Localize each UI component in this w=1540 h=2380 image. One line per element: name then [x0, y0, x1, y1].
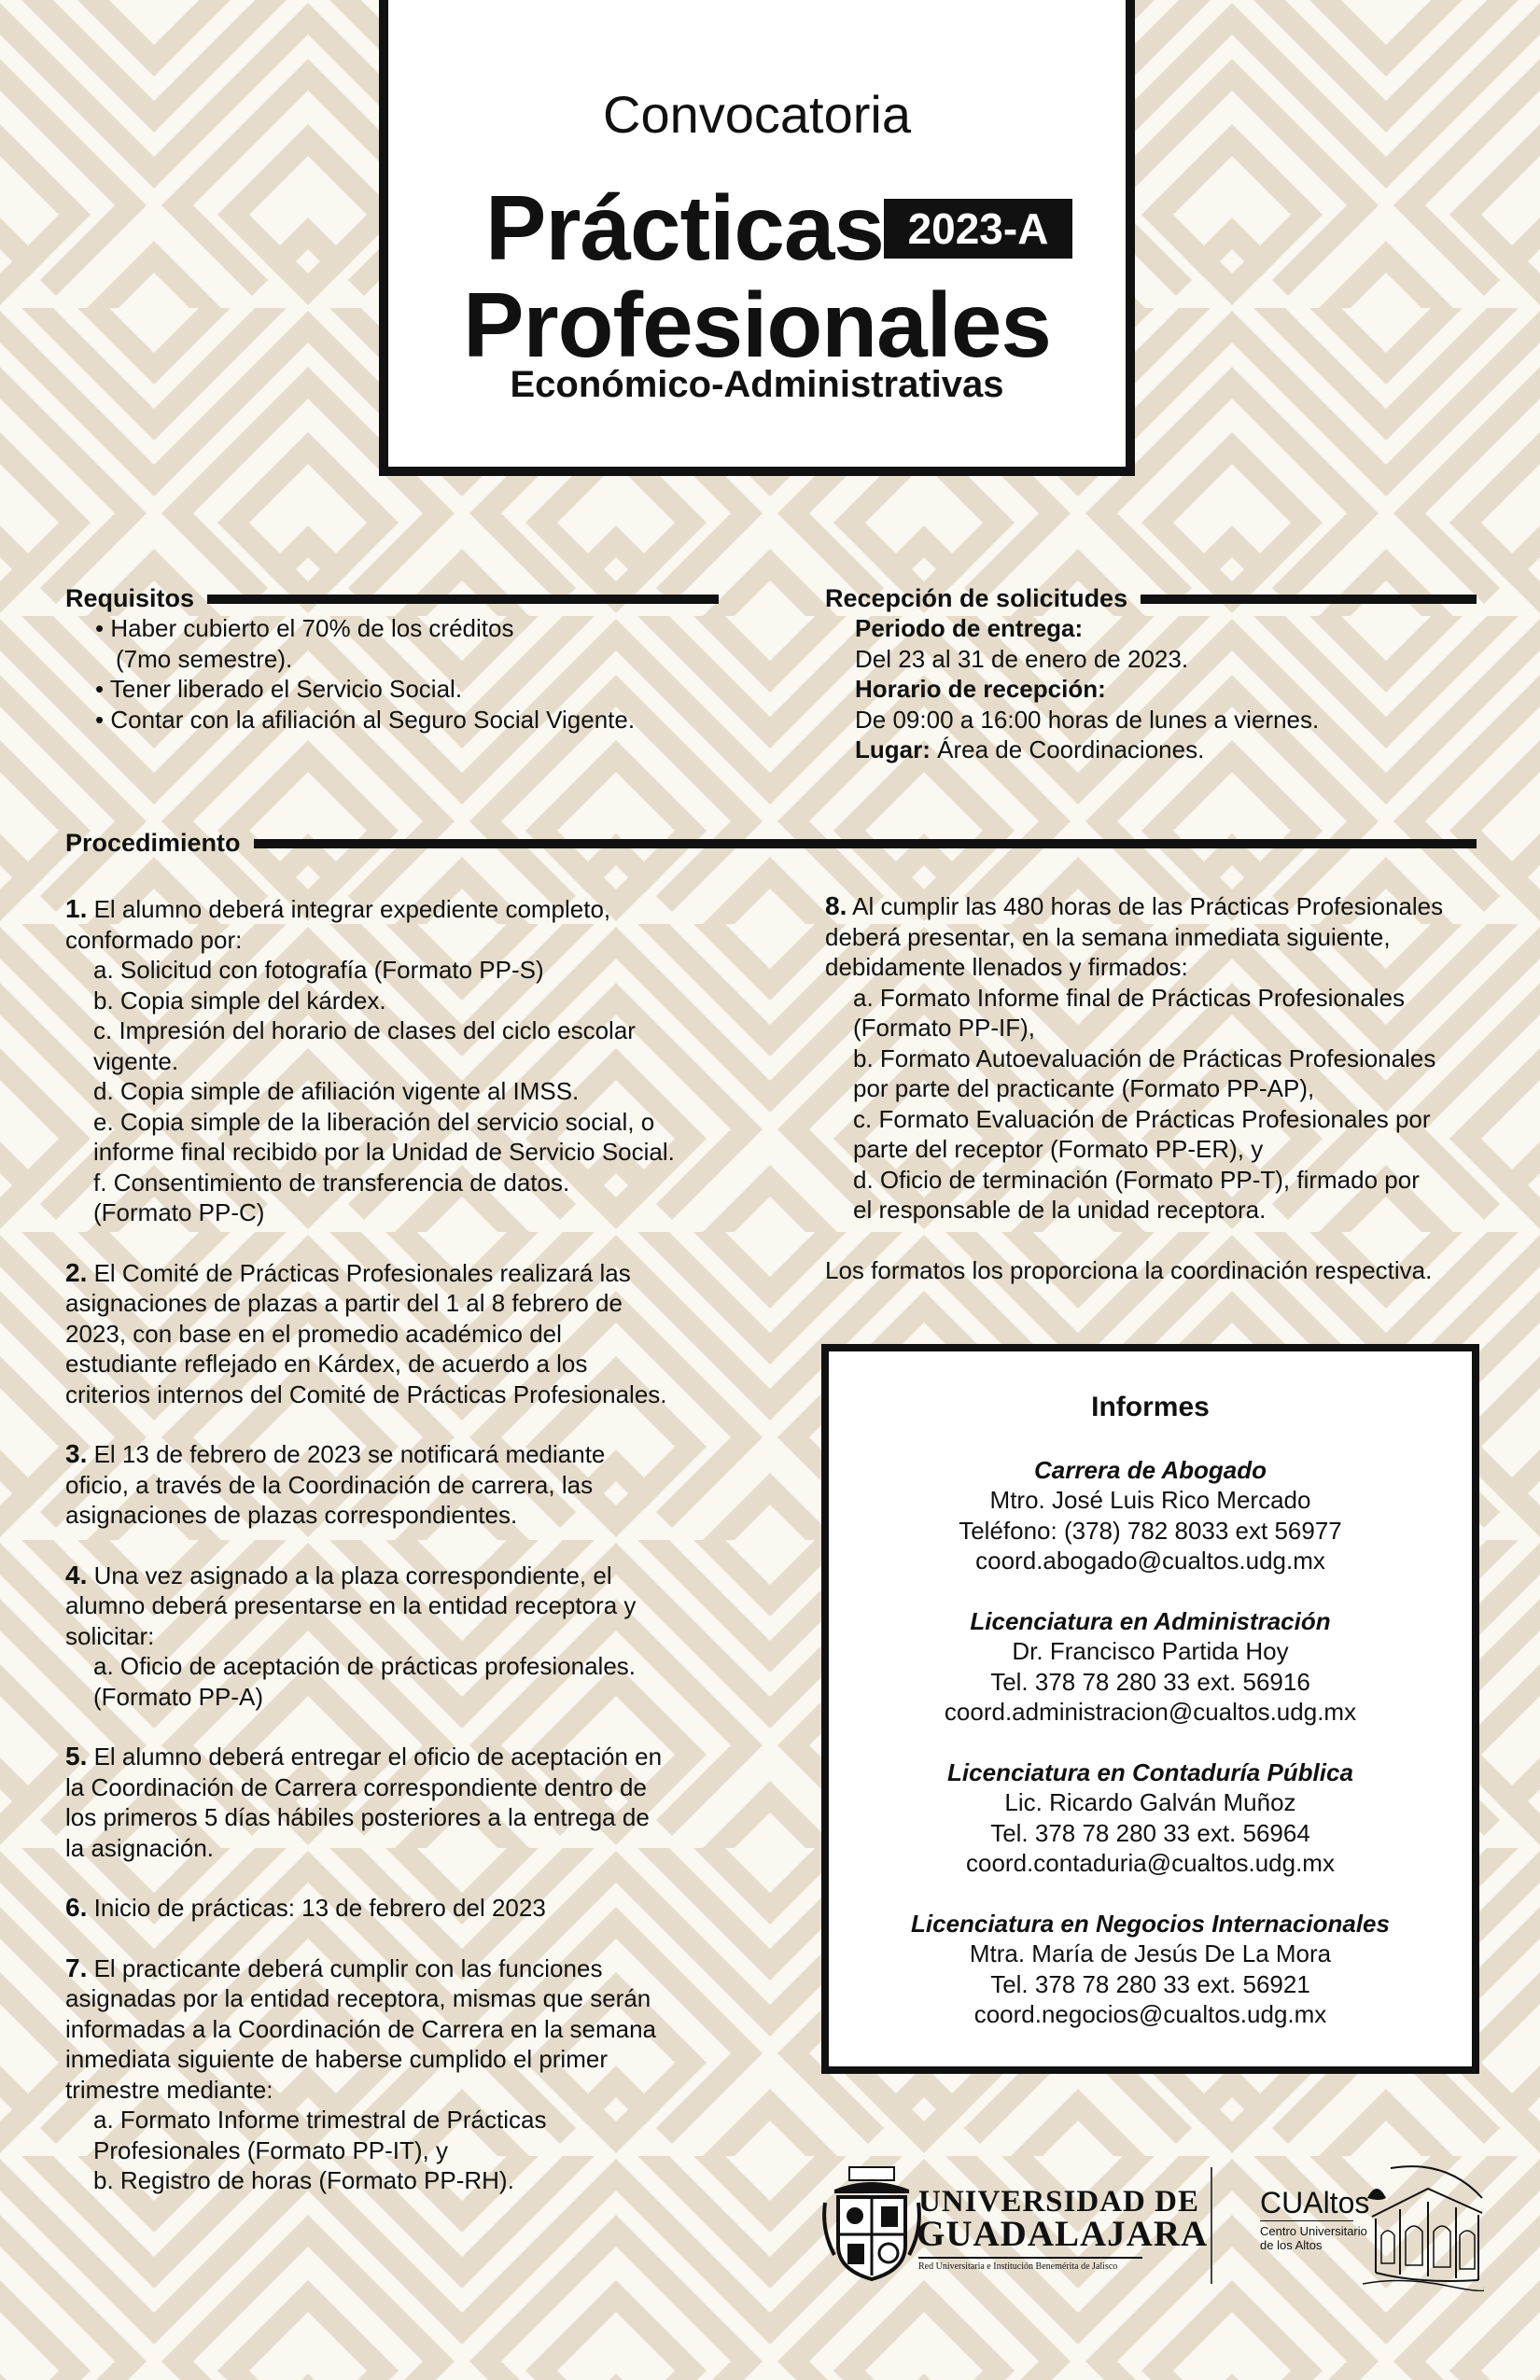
list-item: • Contar con la afiliación al Seguro Social Vigente.: [95, 705, 636, 734]
step-subitem: c. Formato Evaluación de Prácticas Profesionales por: [853, 1104, 1431, 1133]
contact-program: Licenciatura en Contaduría Pública: [947, 1757, 1353, 1786]
step-text: solicitar:: [65, 1621, 155, 1650]
periodo-value: Del 23 al 31 de enero de 2023.: [855, 644, 1189, 673]
step-text: Al cumplir las 480 horas de las Prácticas Profesionales: [852, 892, 1444, 920]
step-subitem: b. Registro de horas (Formato PP-RH).: [93, 2166, 514, 2194]
requisitos-heading-label: Requisitos: [65, 584, 195, 612]
step-6: [65, 1893, 756, 1924]
step-7: [65, 1953, 756, 2196]
lugar-label: Lugar:: [855, 735, 931, 763]
step-number: 3.: [65, 1439, 88, 1468]
kicker: Convocatoria: [603, 85, 911, 144]
requisitos-heading: [65, 584, 719, 613]
step-subitem: d. Oficio de terminación (Formato PP-T), firmado por: [853, 1165, 1420, 1194]
step-text: deberá presentar, en la semana inmediata siguiente,: [825, 922, 1391, 951]
step-text: trimestre mediante:: [65, 2075, 273, 2104]
logo-divider: [1211, 2167, 1212, 2284]
cualtos-rule: [1260, 2220, 1353, 2221]
contact-name: Lic. Ricardo Galván Muñoz: [1004, 1788, 1296, 1816]
udg-logo: [821, 2165, 1213, 2282]
contact-email[interactable]: coord.contaduria@cualtos.udg.mx: [966, 1849, 1335, 1877]
recepcion-details: [825, 613, 1477, 765]
step-5: [65, 1742, 756, 1863]
cualtos-name: CUAltos: [1260, 2186, 1370, 2219]
step-text: El practicante deberá cumplir con las funciones: [93, 1953, 603, 1982]
udg-seal-icon: [821, 2165, 922, 2282]
contact-program: Licenciatura en Administración: [970, 1606, 1331, 1635]
step-subitem: a. Formato Informe final de Prácticas Profesionales: [853, 983, 1406, 1012]
step-text: 2023, con base en el promedio académico del: [65, 1319, 562, 1348]
step-4: [65, 1561, 756, 1713]
procedimiento-heading-label: Procedimiento: [65, 829, 241, 857]
formatos-note: Los formatos los proporciona la coordinación respectiva.: [825, 1255, 1433, 1284]
contact-email[interactable]: coord.negocios@cualtos.udg.mx: [973, 2000, 1327, 2028]
step-text: alumno deberá presentarse en la entidad receptora y: [65, 1591, 637, 1619]
contact-phone: Tel. 378 78 280 33 ext. 56921: [990, 1969, 1310, 1998]
title-line-1: Prácticas: [485, 176, 884, 279]
step-subitem: parte del receptor (Formato PP-ER), y: [853, 1135, 1264, 1163]
step-text: El Comité de Prácticas Profesionales realizará las: [93, 1258, 631, 1287]
contact-program: Licenciatura en Negocios Internacionales: [911, 1909, 1390, 1938]
cualtos-logo: [1251, 2161, 1484, 2291]
step-text: Inicio de prácticas: 13 de febrero del 2023: [93, 1894, 546, 1922]
step-text: Una vez asignado a la plaza correspondiente, el: [93, 1561, 612, 1589]
step-text: asignaciones de plazas a partir del 1 al 8 febrero de: [65, 1289, 623, 1317]
procedimiento-right-column: [825, 891, 1488, 1285]
step-number: 5.: [65, 1742, 88, 1771]
title-box: [379, 0, 1135, 476]
informes-box: [821, 1344, 1479, 2074]
contact-name: Dr. Francisco Partida Hoy: [1012, 1637, 1289, 1665]
year-badge: 2023-A: [884, 199, 1072, 259]
step-subitem: (Formato PP-A): [93, 1682, 264, 1711]
step-text: debidamente llenados y firmados:: [825, 953, 1188, 981]
contact-email[interactable]: coord.administracion@cualtos.udg.mx: [944, 1698, 1357, 1726]
udg-name-line2: GUADALAJARA: [917, 2214, 1209, 2254]
title-line-2: Profesionales: [463, 273, 1051, 376]
recepcion-heading-label: Recepción de solicitudes: [825, 584, 1128, 612]
step-text: criterios internos del Comité de Prácticas Profesionales.: [65, 1379, 667, 1408]
step-number: 6.: [65, 1893, 88, 1922]
step-subitem: a. Formato Informe trimestral de Prácticas: [93, 2106, 547, 2134]
lugar-value: Área de Coordinaciones.: [937, 735, 1205, 763]
heading-rule: [207, 595, 719, 604]
contact-phone: Teléfono: (378) 782 8033 ext 56977: [959, 1516, 1342, 1545]
step-number: 7.: [65, 1953, 88, 1982]
step-subitem: c. Impresión del horario de clases del ciclo escolar: [93, 1016, 636, 1044]
udg-tagline: Red Universitaria e Institución Benemérita de Jalisco: [918, 2257, 1142, 2274]
step-text: El alumno deberá entregar el oficio de aceptación en: [93, 1743, 663, 1771]
step-subitem: vigente.: [93, 1046, 179, 1075]
building-sketch-icon: [1363, 2161, 1484, 2291]
list-item: (7mo semestre).: [116, 644, 293, 673]
step-2: [65, 1258, 756, 1410]
procedimiento-left-column: [65, 894, 756, 2196]
step-subitem: el responsable de la unidad receptora.: [853, 1196, 1267, 1224]
step-subitem: (Formato PP-IF),: [853, 1014, 1036, 1042]
subtitle: Económico-Administrativas: [510, 364, 1004, 405]
recepcion-section: [825, 584, 1477, 765]
step-subitem: Profesionales (Formato PP-IT), y: [93, 2135, 448, 2164]
step-text: El 13 de febrero de 2023 se notificará mediante: [93, 1440, 606, 1468]
step-8: [825, 891, 1488, 1225]
periodo-label: Periodo de entrega:: [855, 614, 1084, 642]
cualtos-line2: de los Altos: [1260, 2238, 1323, 2252]
step-1: [65, 894, 756, 1228]
step-text: estudiante reflejado en Kárdex, de acuerdo a los: [65, 1350, 588, 1378]
udg-name-line1: UNIVERSIDAD DE: [918, 2185, 1199, 2219]
recepcion-heading: [825, 584, 1477, 613]
step-text: la asignación.: [65, 1833, 214, 1862]
step-subitem: f. Consentimiento de transferencia de datos.: [93, 1168, 570, 1197]
step-subitem: informe final recibido por la Unidad de Servicio Social.: [93, 1138, 675, 1166]
step-number: 4.: [65, 1560, 88, 1589]
step-number: 8.: [825, 891, 847, 920]
cualtos-line1: Centro Universitario: [1260, 2224, 1367, 2238]
list-item: • Tener liberado el Servicio Social.: [95, 675, 463, 703]
contact-program: Carrera de Abogado: [1034, 1455, 1267, 1484]
informes-title: Informes: [1091, 1392, 1210, 1422]
step-text: asignaciones de plazas correspondientes.: [65, 1501, 518, 1529]
step-subitem: b. Copia simple del kárdex.: [93, 986, 386, 1015]
contact-email[interactable]: coord.abogado@cualtos.udg.mx: [975, 1547, 1325, 1575]
requisitos-section: [65, 584, 719, 735]
step-subitem: e. Copia simple de la liberación del servicio social, o: [93, 1107, 655, 1136]
procedimiento-heading: [65, 829, 1477, 858]
step-text: la Coordinación de Carrera correspondiente dentro de: [65, 1772, 647, 1801]
contact-phone: Tel. 378 78 280 33 ext. 56916: [990, 1667, 1310, 1696]
step-subitem: b. Formato Autoevaluación de Prácticas Profesionales: [853, 1043, 1436, 1072]
step-number: 2.: [65, 1257, 88, 1287]
step-3: [65, 1439, 756, 1531]
step-text: El alumno deberá integrar expediente completo,: [93, 895, 611, 923]
step-subitem: por parte del practicante (Formato PP-AP),: [853, 1074, 1315, 1102]
step-subitem: (Formato PP-C): [93, 1198, 265, 1226]
step-subitem: a. Oficio de aceptación de prácticas profesionales.: [93, 1652, 637, 1680]
step-subitem: a. Solicitud con fotografía (Formato PP-S): [93, 956, 544, 984]
horario-label: Horario de recepción:: [855, 675, 1106, 703]
step-text: inmediata siguiente de haberse cumplido el primer: [65, 2045, 608, 2073]
heading-rule: [254, 839, 1477, 848]
horario-value: De 09:00 a 16:00 horas de lunes a viernes.: [855, 705, 1320, 734]
list-item: • Haber cubierto el 70% de los créditos: [95, 614, 514, 642]
step-number: 1.: [65, 894, 88, 923]
step-text: asignadas por la entidad receptora, mismas que serán: [65, 1984, 651, 2012]
heading-rule: [1141, 595, 1477, 604]
requisitos-list: [65, 613, 719, 735]
step-text: informadas a la Coordinación de Carrera en la semana: [65, 2014, 657, 2043]
step-text: los primeros 5 días hábiles posteriores a la entrega de: [65, 1803, 650, 1831]
contact-name: Mtro. José Luis Rico Mercado: [989, 1486, 1311, 1514]
step-subitem: d. Copia simple de afiliación vigente al IMSS.: [93, 1077, 580, 1105]
contact-name: Mtra. María de Jesús De La Mora: [969, 1939, 1332, 1967]
step-text: oficio, a través de la Coordinación de carrera, las: [65, 1470, 594, 1499]
contact-phone: Tel. 378 78 280 33 ext. 56964: [990, 1818, 1310, 1847]
step-text: conformado por:: [65, 925, 243, 954]
